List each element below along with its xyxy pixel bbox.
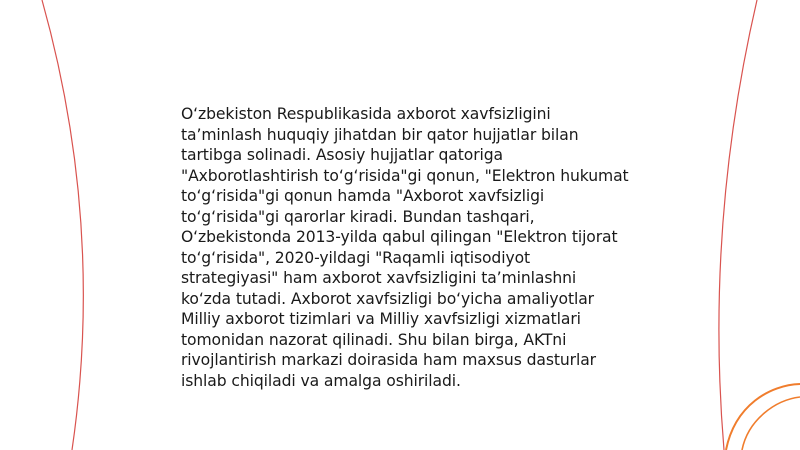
- body-paragraph: O‘zbekiston Respublikasida axborot xavfsizligini ta’minlash huquqiy jihatdan bir qator hujjatlar bilan tartibga solinadi. Asosiy hujjatlar qatoriga "Axborotlashtirish to‘g‘risida"gi qonun, "Elektron hukumat to‘g‘risida"gi qonun hamda "Axborot xavfsizligi to‘g‘risida"gi qarorlar kiradi. Bundan tashqari, O‘zbekistonda 2013-yilda qabul qilingan "Elektron tijorat to‘g‘risida", 2020-yildagi "Raqamli iqtisodiyot strategiyasi" ham axborot xavfsizligini ta’minlashni ko‘zda tutadi. Axborot xavfsizligi bo‘yicha amaliyotlar Milliy axborot tizimlari va Milliy xavfsizligi xizmatlari tomonidan nazorat qilinadi. Shu bilan birga, AKTni rivojlantirish markazi doirasida ham maxsus dasturlar ishlab chiqiladi va amalga oshiriladi.: [181, 105, 629, 390]
- right-arc: [719, 0, 757, 450]
- left-arc: [42, 0, 83, 450]
- bottom-right-swirl-outer: [726, 384, 800, 450]
